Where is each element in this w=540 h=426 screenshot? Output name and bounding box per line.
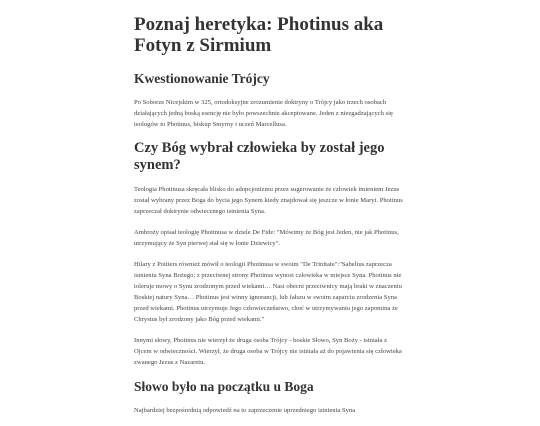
article-title: Poznaj heretyka: Photinus aka Fotyn z Sirmium	[134, 14, 384, 56]
section-heading-chose-man: Czy Bóg wybrał człowieka by został jego synem?	[134, 140, 385, 173]
paragraph: Ambroży opisał teologię Photinusa w dziele De Fide: "Mówimy że Bóg jest Jeden, nie jak Photinus, utrzymujący że Syn pierwej stał się w łonie Dziewicy".	[134, 229, 399, 247]
section-heading-word-in-beginning: Słowo było na początku u Boga	[134, 379, 314, 394]
section-heading-questioning-trinity: Kwestionowanie Trójcy	[134, 71, 270, 86]
paragraph: Hilary z Poitiers również mówił o teologii Photinusa w swoim "De Trinitate":"Sabelius zaprzecza istnieniu Syna Bożego; z przeciwnej strony Photinus wynosi człowieka w miejsce Syna. Photinus nie toleruje mowy o Synu zrodzonym przed wiekami… Nasi obecni przeciwnicy mają braki w znaczeniu Boskiej natury Syna… Photinus jest winny ignorancji, lub fałszu w swoim zaparciu zrodzenia Syna przed wiekami. Photinus utrzymuje Jego człowieczeństwo, choć w utrzymywaniu jego zapomina że Chrystus był zrodzony jako Bóg przed wiekami."	[134, 261, 402, 323]
paragraph: Najbardziej bezpośrednią odpowiedź na to zaprzeczenie uprzedniego istnienia Syna	[134, 407, 356, 414]
paragraph: Teologia Photinusa skręcała blisko do adopcjonizmu przez sugerowanie że człowiek imieniem Jezus został wybrany przez Boga do bycia jego Synem kiedy znajdował się jeszcze w łonie Maryi. Photinus zaprzeczał doktrynie odwiecznego istnienia Syna.	[134, 186, 403, 215]
paragraph: Innymi słowy, Photinus nie wierzył że druga osoba Trójcy - boskie Słowo, Syn Boży - istniała z Ojcem w odwieczności. Wierzył, że druga osoba w Trójcy nie istniała aż do pojawienia się człowieka zwanego Jezus z Nazaretu.	[134, 337, 402, 366]
paragraph: Po Soborze Nicejskim w 325, ortodoksyjne zrozumienie doktryny o Trójcy jako trzech osobach działających jedną boską esencję nie było powszechnie akceptowane. Jeden z niezgadzających się teologów to Photinus, biskup Smyrny i uczeń Marcellusa.	[134, 99, 393, 128]
article	[134, 14, 406, 426]
